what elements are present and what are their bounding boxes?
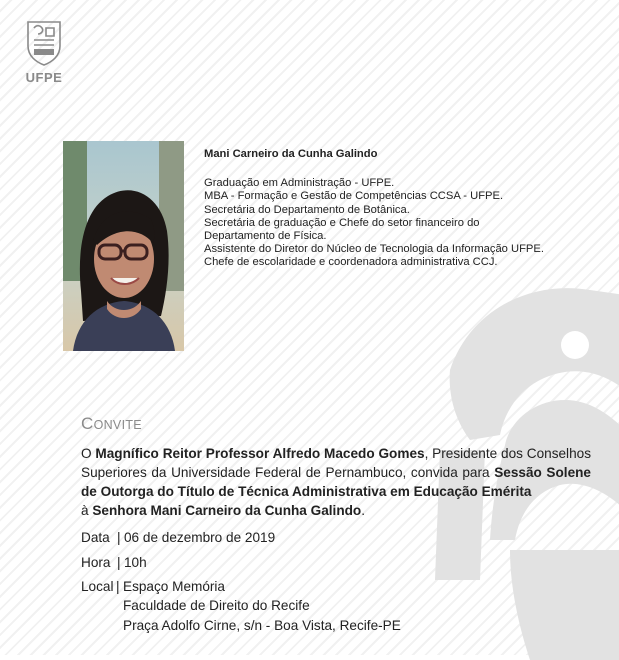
bio-line: Departamento de Física. — [204, 230, 327, 243]
bio-line: Assistente do Diretor do Núcleo de Tecnologia da Informação UFPE. — [204, 243, 544, 256]
honoree-name: Senhora Mani Carneiro da Cunha Galindo — [92, 503, 362, 518]
invite-line-3 — [81, 482, 591, 501]
bio-line: MBA - Formação e Gestão de Competências CCSA - UFPE. — [204, 190, 504, 203]
place-line: Espaço Memória — [123, 579, 225, 594]
time-label: Hora — [81, 555, 111, 570]
invite-heading-initial: C — [81, 414, 94, 433]
separator: | — [117, 555, 121, 570]
invite-line-4 — [81, 501, 591, 520]
text-segment: . — [361, 503, 366, 518]
title-name: de Outorga do Título de Técnica Administrativa em Educação Emérita — [81, 484, 532, 499]
ufpe-logo — [18, 18, 70, 85]
invite-heading-rest: ONVITE — [93, 418, 142, 432]
text-segment: Superiores da Universidade Federal de Pernambuco, convida para — [81, 465, 495, 480]
place-line: Praça Adolfo Cirne, s/n - Boa Vista, Recife-PE — [123, 618, 401, 633]
portrait-photo — [63, 141, 184, 351]
place-line: Faculdade de Direito do Recife — [123, 598, 310, 613]
bio-line: Secretária de graduação e Chefe do setor financeiro do — [204, 216, 480, 229]
bio-line: Secretária do Departamento de Botânica. — [204, 203, 410, 216]
logo-text: UFPE — [25, 70, 63, 85]
invite-text — [81, 444, 591, 520]
text-segment: O — [81, 446, 96, 461]
ufpe-crest-icon — [24, 18, 64, 68]
time-value: 10h — [124, 555, 147, 570]
invite-line-1 — [81, 444, 591, 463]
separator: | — [116, 579, 120, 594]
separator: | — [117, 530, 121, 545]
invite-line-2 — [81, 463, 591, 482]
bio-line: Chefe de escolaridade e coordenadora administrativa CCJ. — [204, 256, 498, 269]
session-title: Sessão Solene — [494, 465, 591, 480]
profile-bio — [204, 148, 594, 270]
profile-name: Mani Carneiro da Cunha Galindo — [204, 148, 378, 160]
text-segment: à — [81, 503, 93, 518]
invite-heading — [81, 414, 142, 434]
rector-name: Magnífico Reitor Professor Alfredo Macedo Gomes — [95, 446, 425, 461]
bio-line: Graduação em Administração - UFPE. — [204, 177, 395, 190]
date-value: 06 de dezembro de 2019 — [124, 530, 276, 545]
date-label: Data — [81, 530, 110, 545]
text-segment: , Presidente dos Conselhos — [424, 446, 591, 461]
place-label: Local — [81, 579, 114, 594]
